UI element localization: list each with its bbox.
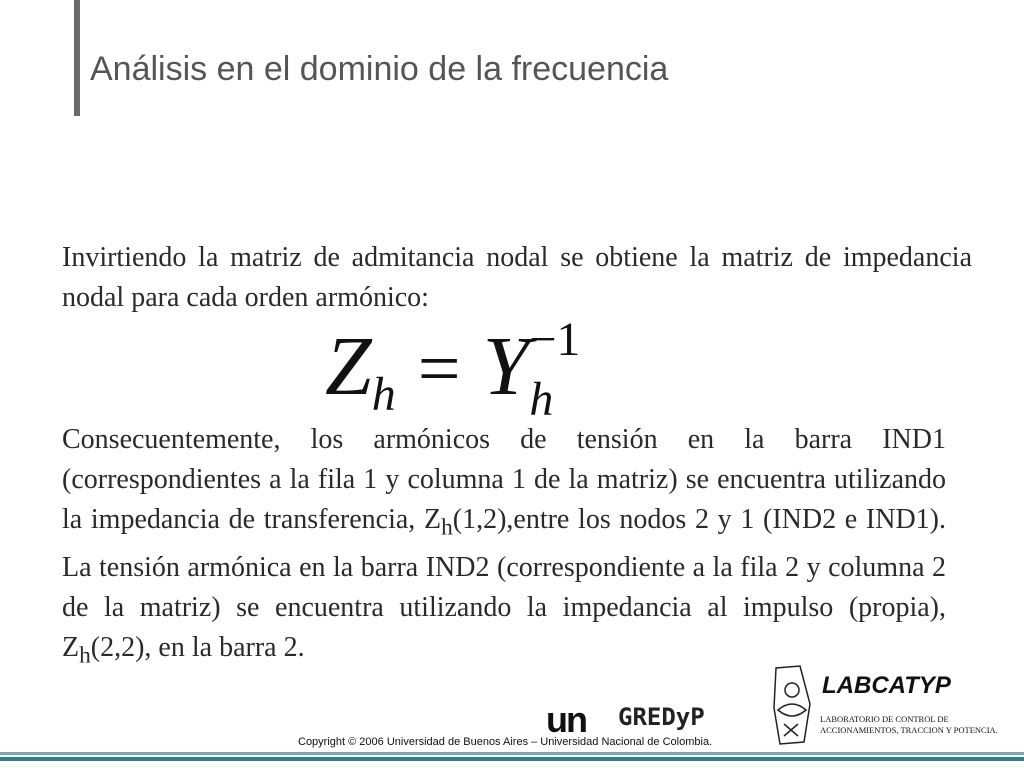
- un-logo: un: [546, 699, 586, 740]
- formula-lhs-subscript: h: [371, 368, 396, 421]
- slide-title: Análisis en el dominio de la frecuencia: [90, 50, 669, 88]
- footer-rule-light: [0, 752, 1024, 755]
- gredyp-logo: GREDyP: [618, 703, 705, 731]
- labcatyp-name: LABCATYP: [822, 672, 951, 699]
- explanation-text-3: (2,2), en la barra 2.: [90, 631, 305, 663]
- explanation-subscript-1: h: [441, 514, 453, 541]
- title-accent-bar: [74, 0, 80, 116]
- impedance-formula: [325, 313, 581, 426]
- formula-rhs-subscript: h: [529, 373, 554, 426]
- labcatyp-emblem-icon: [770, 664, 818, 746]
- footer-rule-dark: [0, 757, 1024, 761]
- explanation-text-1: Consecuentemente, los armónicos de tensión en la barra IND1 (correspondientes a la fila 1 y columna 1 de la matriz) se encuentra utilizando la impedancia de transferencia, Z: [62, 424, 946, 535]
- formula-rhs: Y: [482, 320, 530, 413]
- formula-lhs: Z: [325, 320, 372, 413]
- explanation-text-2: (1,2),entre los nodos 2 y 1 (IND2 e IND1). La tensión armónica en la barra IND2 (correspondiente a la fila 2 y columna 2 de la matriz) se encuentra utilizando la impedancia al impulso (propia), Z: [62, 504, 946, 663]
- explanation-paragraph: [62, 420, 946, 675]
- formula-equals: =: [417, 327, 461, 411]
- copyright-text: Copyright © 2006 Universidad de Buenos Aires – Universidad Nacional de Colombia.: [298, 736, 713, 748]
- intro-paragraph: Invirtiendo la matriz de admitancia nodal se obtiene la matriz de impedancia nodal para cada orden armónico:: [62, 242, 972, 313]
- labcatyp-description: LABORATORIO DE CONTROL DE ACCIONAMIENTOS, TRACCION Y POTENCIA.: [820, 714, 998, 735]
- explanation-subscript-2: h: [79, 642, 91, 669]
- formula-rhs-superscript: −1: [529, 313, 581, 366]
